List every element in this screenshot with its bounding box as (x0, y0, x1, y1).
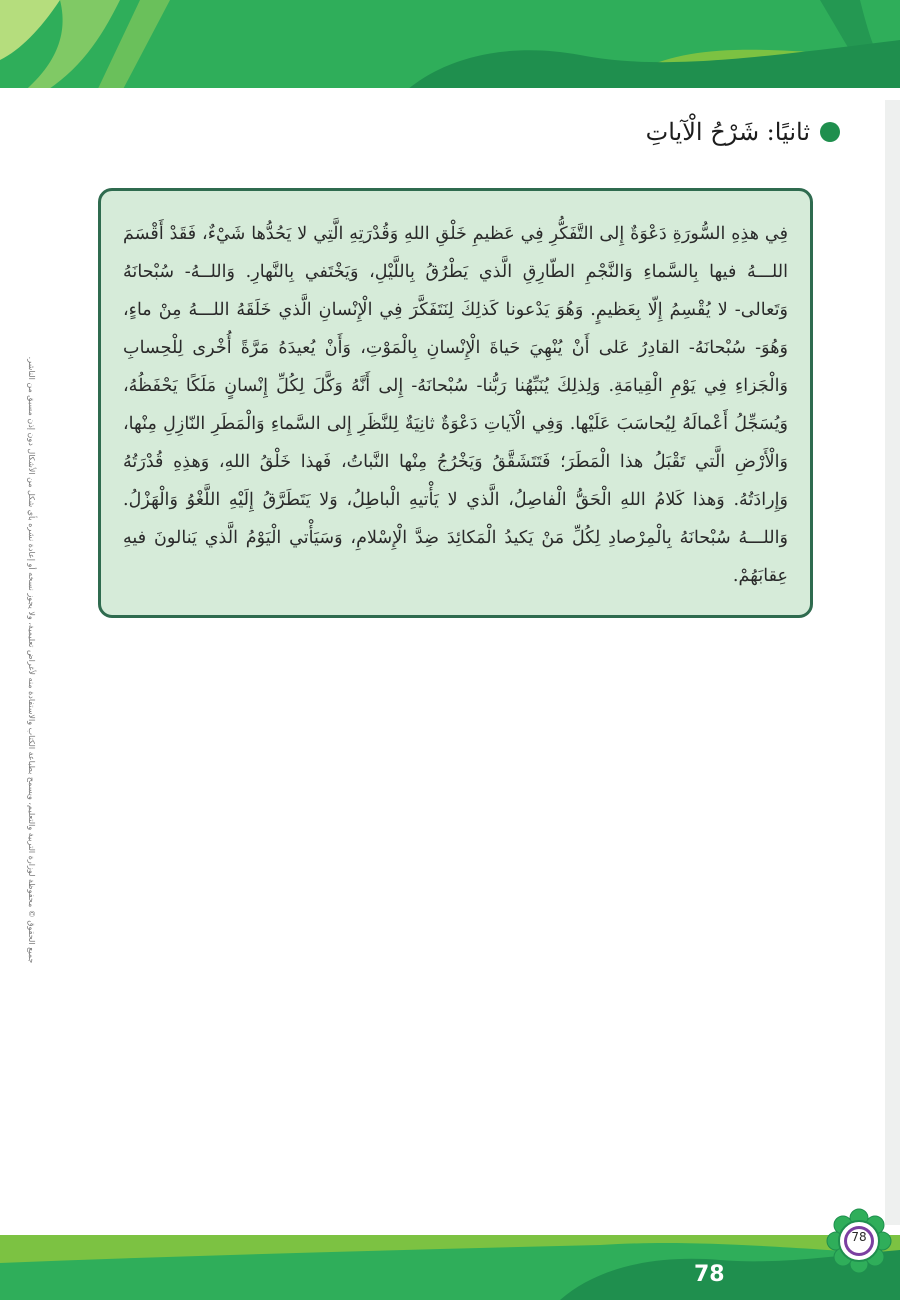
explanation-text: فِي هذِهِ السُّورَةِ دَعْوَةٌ إِلى التَّفَكُّرِ فِي عَظيمِ خَلْقِ اللهِ وَقُدْرَتِهِ الَّتِي لا يَحُدُّها شَيْءٌ، فَقَدْ أَقْسَمَ اللـــهُ فيها بِالسَّماءِ وَالنَّجْمِ الطّارِقِ الَّذي يَطْرُقُ بِاللَّيْلِ، وَيَخْتَفي بِالنَّهارِ. وَاللــهُ- سُبْحانَهُ وَتَعالى- لا يُقْسِمُ إِلّا بِعَظيمٍ. وَهُوَ يَدْعونا كَذلِكَ لِنَتَفَكَّرَ فِي الْإِنْسانِ الَّذي خَلَقَهُ اللـــهُ مِنْ ماءٍ، وَهُوَ- سُبْحانَهُ- القادِرُ عَلى أَنْ يُنْهِيَ حَياةَ الْإِنْسانِ بِالْمَوْتِ، وَأَنْ يُعيدَهُ مَرَّةً أُخْرى لِلْحِسابِ وَالْجَزاءِ فِي يَوْمِ الْقِيامَةِ. وَلِذلِكَ يُنَبِّهُنا رَبُّنا- سُبْحانَهُ- إِلى أَنَّهُ وَكَّلَ لِكُلِّ إِنْسانٍ مَلَكًا يَحْفَظُهُ، وَيُسَجِّلُ أَعْمالَهُ لِيُحاسَبَ عَلَيْها. وَفِي الْآياتِ دَعْوَةٌ ثانِيَةٌ لِلنَّظَرِ إِلى السَّماءِ وَالْمَطَرِ النّازِلِ مِنْها، وَالْأَرْضِ الَّتي تَقْبَلُ هذا الْمَطَرَ؛ فَتَتَشَقَّقُ وَيَخْرُجُ مِنْها النَّباتُ، فَهذا خَلْقُ اللهِ، وَهذِهِ قُدْرَتُهُ وَإِرادَتُهُ. وَهذا كَلامُ اللهِ الْحَقُّ الْفاصِلُ، الَّذي لا يَأْتيهِ الْباطِلُ، وَلا يَتَطَرَّقُ إِلَيْهِ اللَّغْوُ وَالْهَزْلُ. وَاللـــهُ سُبْحانَهُ بِالْمِرْصادِ لِكُلِّ مَنْ يَكيدُ الْمَكائِدَ ضِدَّ الْإِسْلامِ، وَسَيَأْتي الْيَوْمُ الَّذي يَنالونَ فيهِ عِقابَهُمْ. (123, 224, 788, 586)
header-decoration (0, 0, 900, 120)
page-edge (885, 100, 900, 1230)
explanation-box (98, 188, 813, 618)
section-heading (646, 118, 840, 146)
badge-page-number: 78 (851, 1230, 867, 1244)
bullet-dot-icon (820, 122, 840, 142)
section-title: ثانيًا: شَرْحُ الْآياتِ (645, 118, 810, 146)
copyright-note: جميع الحقوق © محفوظة لوزارة التربية والتعليم، ويسمح بطباعة الكتاب والاستفادة منه لأغراض تعليمية، ولا يجوز نسخه أو إعادة نشره بأي شكل من الأشكال دون إذن مسبق من الناشر. (27, 356, 36, 964)
page-number: 78 (694, 1262, 725, 1287)
footer-decoration (0, 1225, 900, 1300)
